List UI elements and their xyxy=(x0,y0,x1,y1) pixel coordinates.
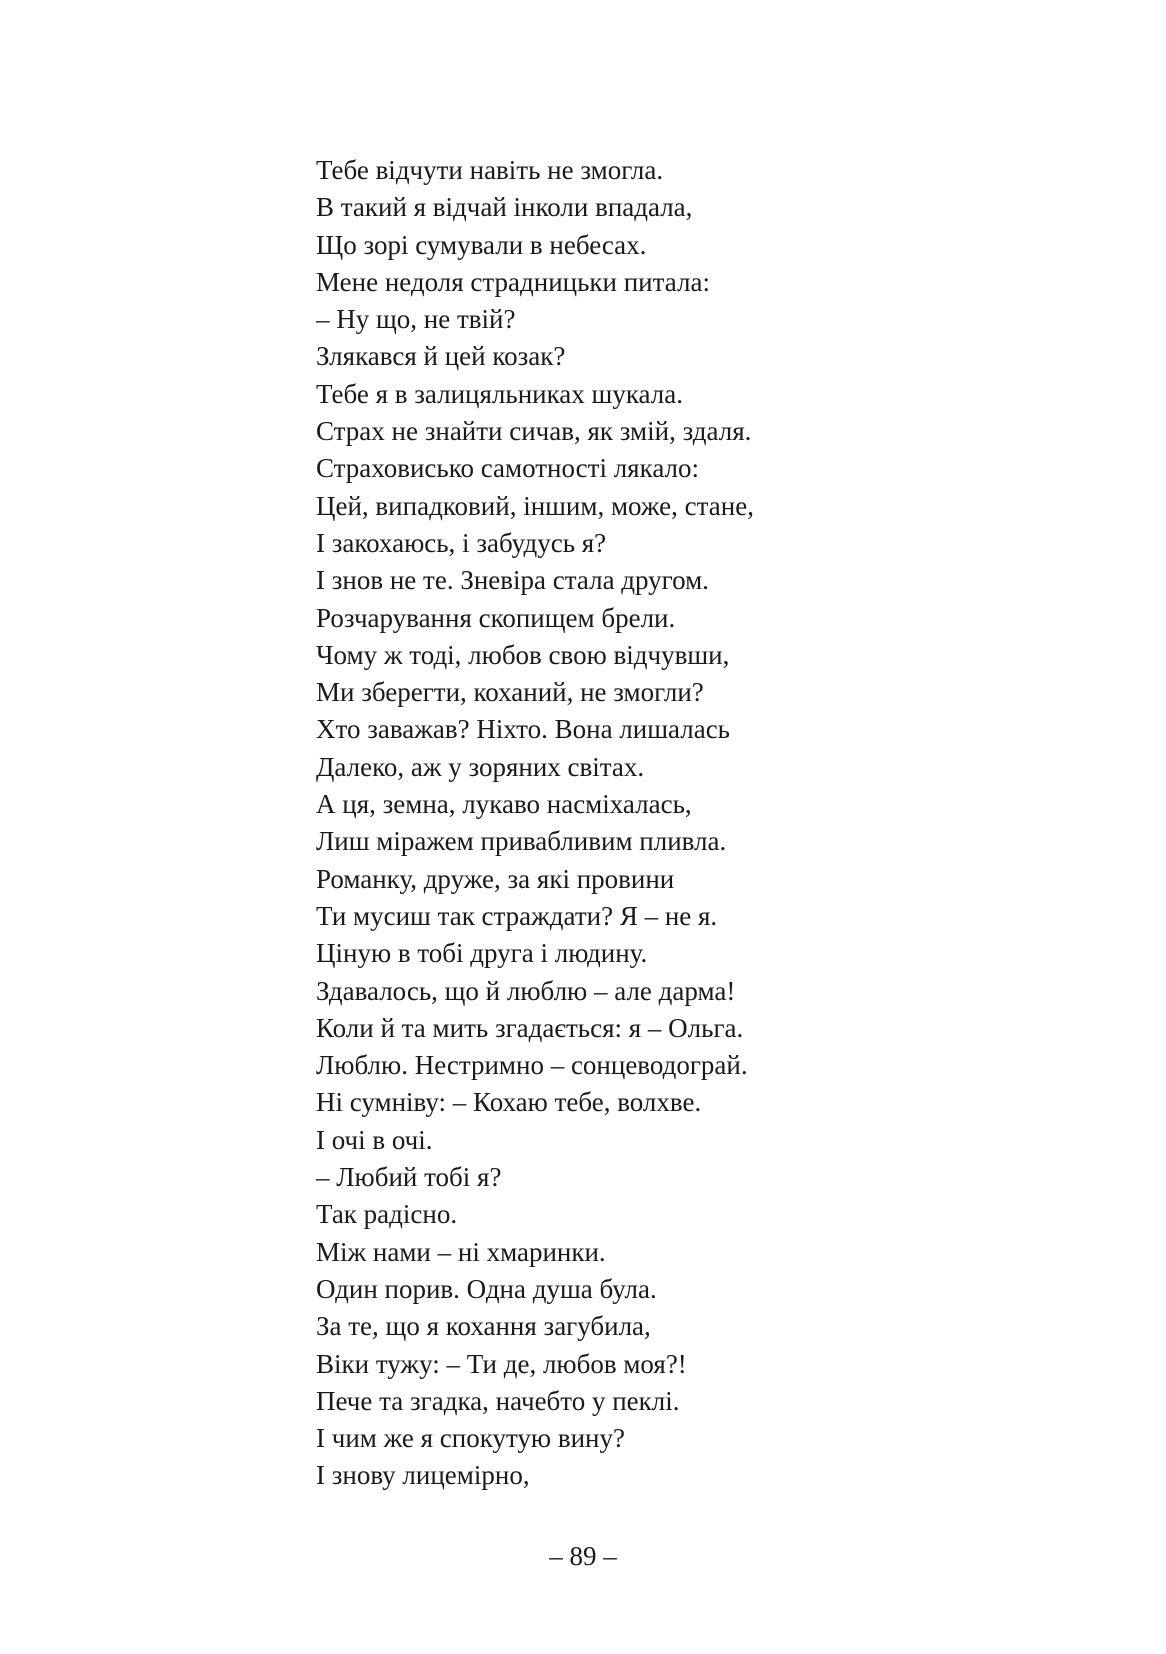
poem-line: Лиш міражем привабливим пливла. xyxy=(316,826,727,857)
page-number: – 89 – xyxy=(549,1541,617,1571)
poem-line: Цей, випадковий, іншим, може, стане, xyxy=(316,490,754,521)
poem-text xyxy=(316,152,876,1495)
poem-line: Пече та згадка, начебто у пеклі. xyxy=(316,1385,680,1416)
poem-line: Ціную в тобі друга і людину. xyxy=(316,938,648,969)
poem-line: Страховисько самотності лякало: xyxy=(316,453,700,484)
poem-line: Романку, друже, за які провини xyxy=(316,863,675,894)
poem-line: Так радісно. xyxy=(316,1199,458,1230)
poem-line: І знов не те. Зневіра стала другом. xyxy=(316,565,709,596)
poem-line: А ця, земна, лукаво насміхалась, xyxy=(316,789,692,820)
poem-line: Ти мусиш так страждати? Я – не я. xyxy=(316,900,718,931)
poem-line: Розчарування скопищем брели. xyxy=(316,602,676,633)
poem-line: І чим же я спокутую вину? xyxy=(316,1423,625,1454)
poem-line: Здавалось, що й люблю – але дарма! xyxy=(316,975,736,1006)
poem-line: Коли й та мить згадається: я – Ольга. xyxy=(316,1012,744,1043)
poem-line: В такий я відчай інколи впадала, xyxy=(316,192,693,223)
poem-line: – Любий тобі я? xyxy=(316,1162,502,1193)
poem-line: Ми зберегти, коханий, не змогли? xyxy=(316,677,704,708)
poem-line: Мене недоля страдницьки питала: xyxy=(316,266,710,297)
poem-line: Тебе відчути навіть не змогла. xyxy=(316,155,664,185)
poem-line: Злякався й цей козак? xyxy=(316,341,566,372)
poem-line: Що зорі сумували в небесах. xyxy=(316,229,647,260)
poem-line: Між нами – ні хмаринки. xyxy=(316,1236,606,1267)
poem-line: Хто заважав? Ніхто. Вона лишалась xyxy=(316,714,730,745)
poem-line: – Ну що, не твій? xyxy=(316,304,516,335)
poem-line: І очі в очі. xyxy=(316,1124,433,1155)
poem-line: За те, що я кохання загубила, xyxy=(316,1311,651,1342)
poem-line: І знову лицемірно, xyxy=(316,1460,530,1491)
poem-line: І закохаюсь, і забудусь я? xyxy=(316,527,607,558)
poem-line: Страх не знайти сичав, як змій, здаля. xyxy=(316,416,752,447)
poem-line: Чому ж тоді, любов свою відчувши, xyxy=(316,639,730,670)
poem-line: Віки тужу: – Ти де, любов моя?! xyxy=(316,1348,687,1379)
poem-line: Ні сумніву: – Кохаю тебе, волхве. xyxy=(316,1087,702,1118)
poem-line: Люблю. Нестримно – сонцеводограй. xyxy=(316,1050,748,1081)
poem-line: Один порив. Одна душа була. xyxy=(316,1273,657,1304)
poem-line: Далеко, аж у зоряних світах. xyxy=(316,751,645,782)
poem-line: Тебе я в залицяльниках шукала. xyxy=(316,378,683,409)
